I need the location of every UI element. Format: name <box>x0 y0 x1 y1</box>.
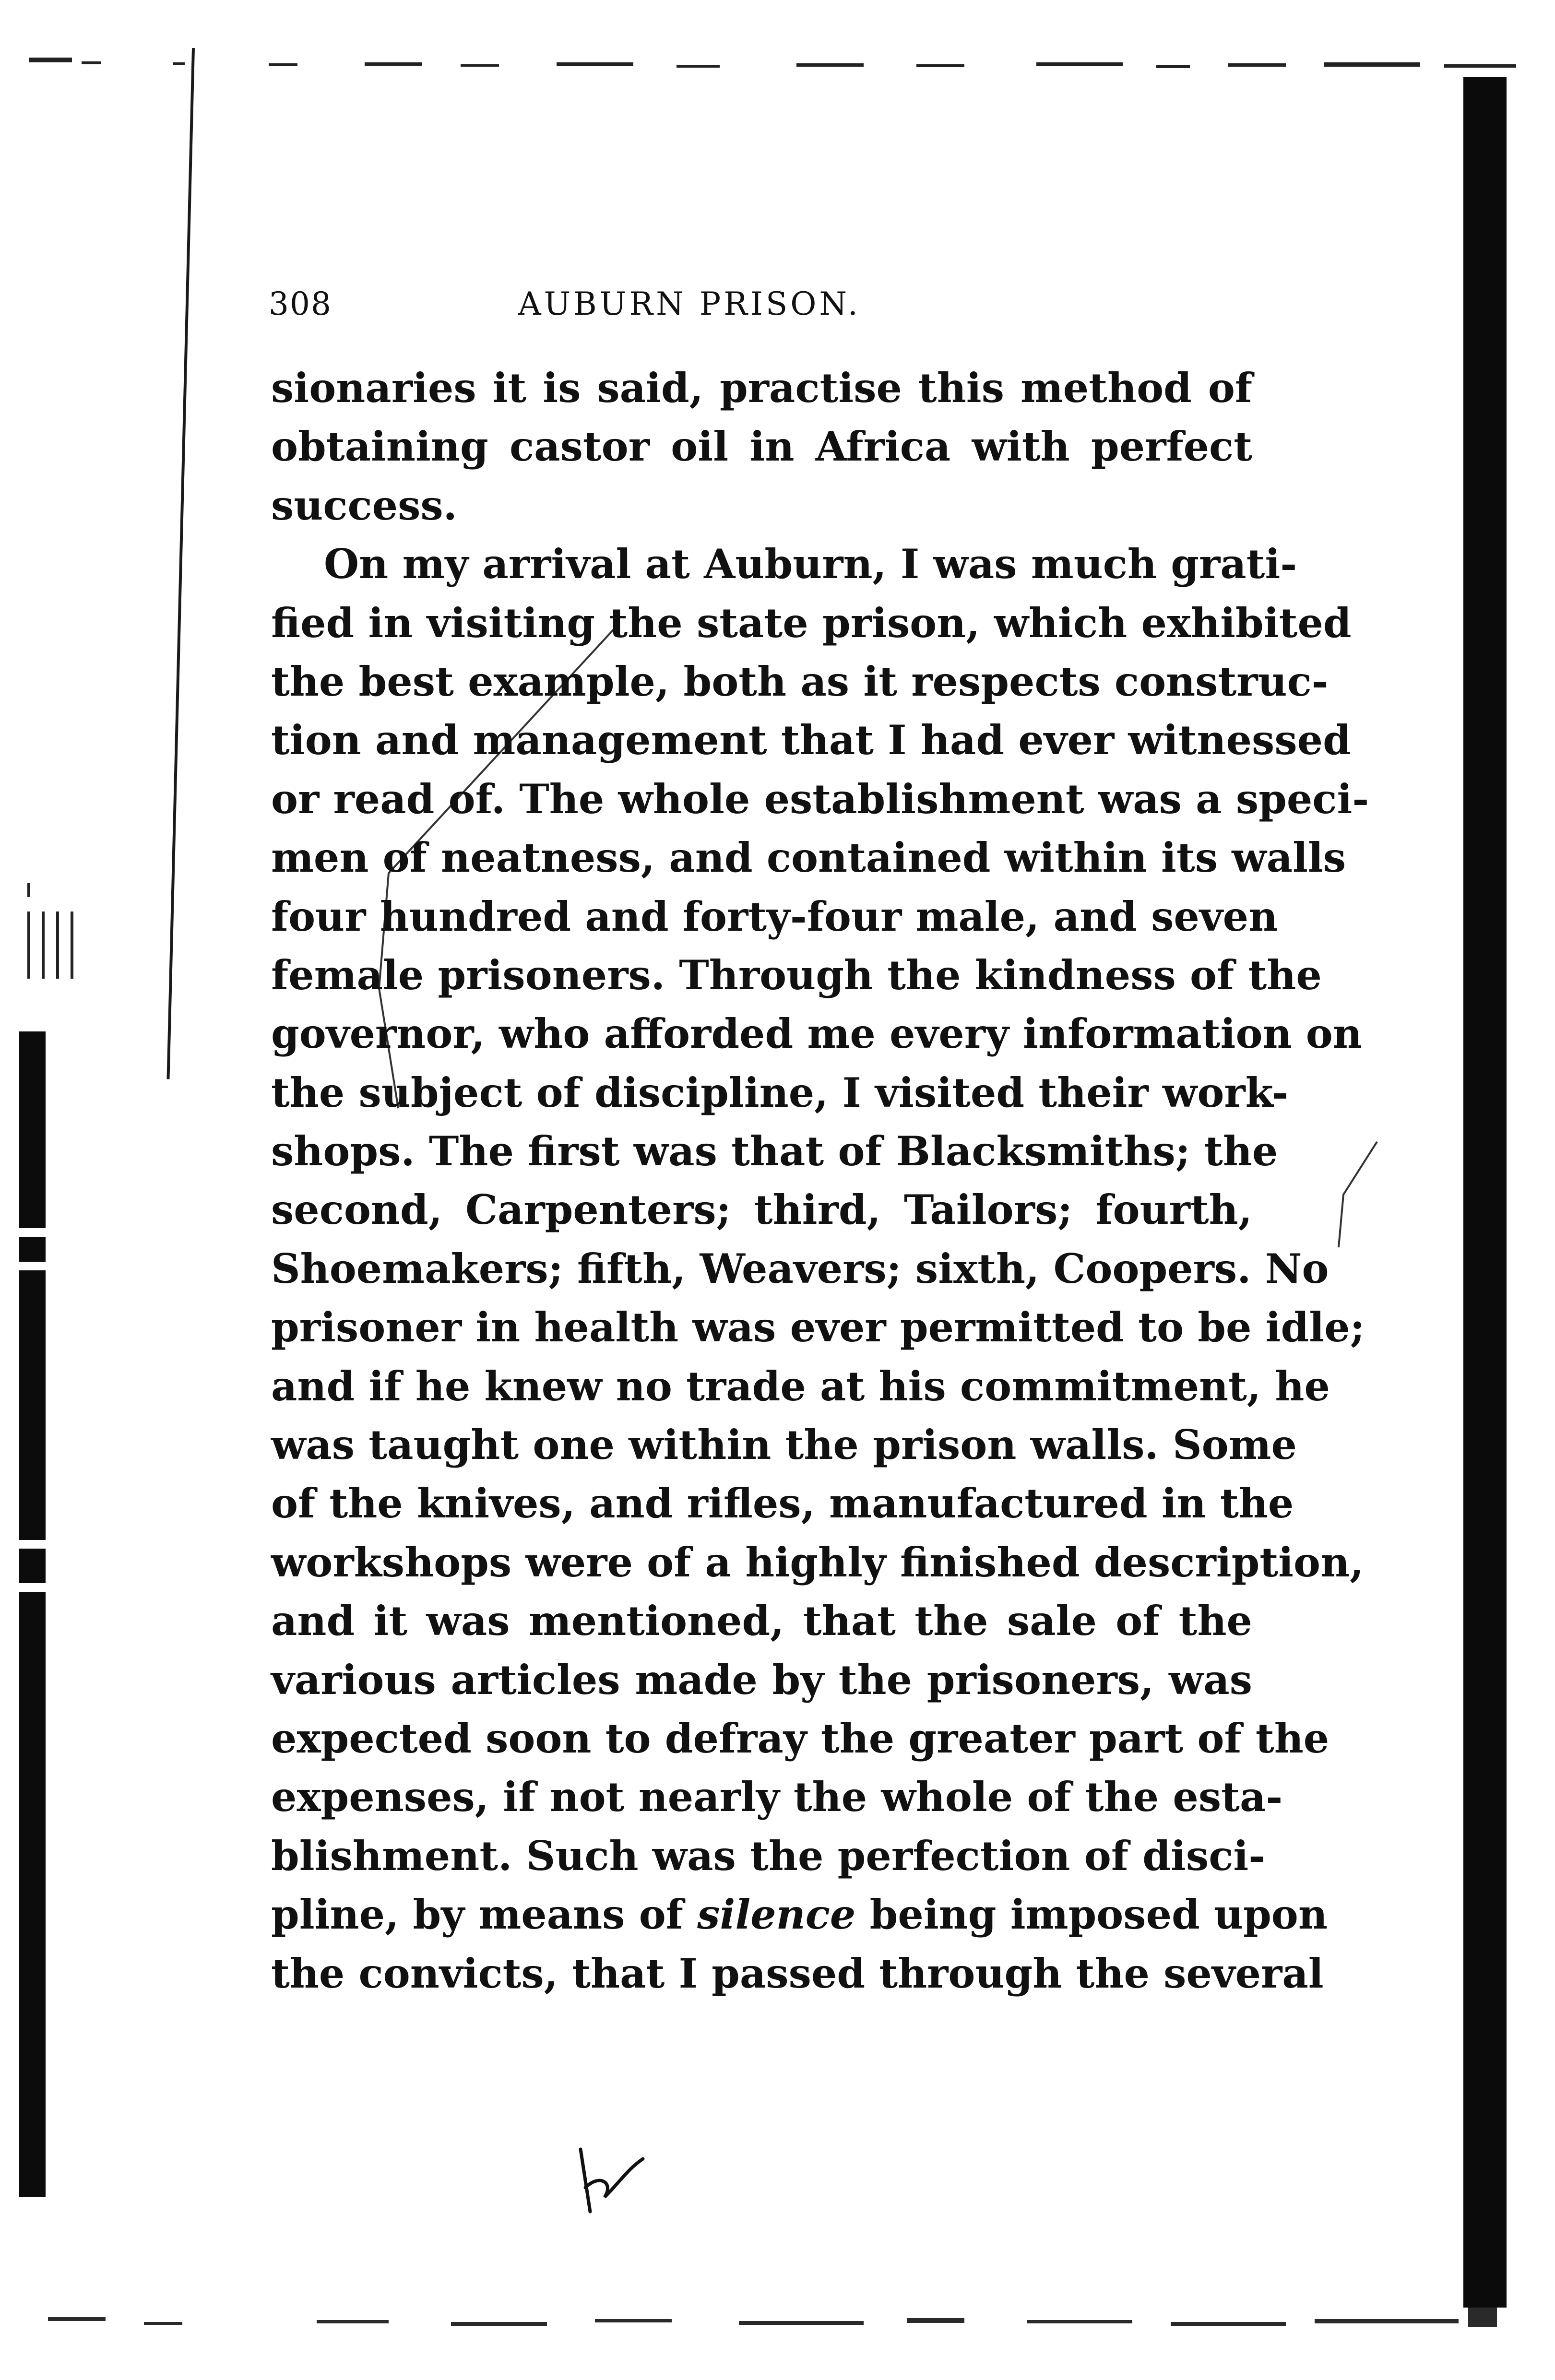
text-line: or read of. The whole establishment was a speci- <box>271 775 1369 823</box>
text-line: tion and management that I had ever witnessed <box>271 716 1351 764</box>
body-text <box>271 359 1369 2003</box>
text-line: prisoner in health was ever permitted to be idle; <box>271 1303 1365 1351</box>
text-line: blishment. Such was the perfection of disci- <box>271 1832 1266 1880</box>
binding-gap <box>19 1540 46 1549</box>
text-line: of the knives, and rifles, manufactured in the <box>271 1480 1294 1527</box>
right-page-edge <box>1463 77 1507 2308</box>
text-line: obtaining castor oil in Africa with perfect <box>271 423 1252 471</box>
binding-gap <box>19 1262 46 1270</box>
text-line: the subject of discipline, I visited their work- <box>271 1068 1289 1116</box>
text-line: female prisoners. Through the kindness of the <box>271 951 1322 999</box>
text-line: On my arrival at Auburn, I was much grati- <box>324 540 1297 588</box>
binding-gap <box>19 1228 46 1237</box>
text-line: expenses, if not nearly the whole of the esta- <box>271 1773 1283 1821</box>
text-line: and if he knew no trade at his commitment, he <box>271 1362 1330 1410</box>
text-line: various articles made by the prisoners, was <box>271 1656 1252 1704</box>
text-line: and it was mentioned, that the sale of the <box>271 1597 1252 1645</box>
text-line: the best example, both as it respects construc- <box>271 657 1329 705</box>
text-segment: being imposed upon <box>855 1891 1328 1939</box>
text-line: sionaries it is said, practise this method of <box>271 364 1252 412</box>
running-head: AUBURN PRISON. <box>518 285 861 322</box>
scan-noise-top <box>29 48 1535 82</box>
page-fold-line <box>166 48 195 1079</box>
text-line: the convicts, that I passed through the several <box>271 1949 1324 1997</box>
page-number: 308 <box>269 285 332 322</box>
text-line: men of neatness, and contained within its walls <box>271 834 1346 882</box>
edge-tick-marks <box>24 883 82 988</box>
binding-gap <box>19 1583 46 1592</box>
page-header <box>269 285 940 333</box>
binding-edge-shadow <box>19 1031 46 2197</box>
pencil-scribble <box>571 2140 648 2216</box>
text-line-with-italic <box>271 1885 1328 1944</box>
text-line: fied in visiting the state prison, which exhibited <box>271 599 1352 647</box>
text-line: four hundred and forty-four male, and seven <box>271 892 1278 940</box>
margin-pencil-mark <box>1324 1137 1382 1262</box>
text-line: was taught one within the prison walls. Some <box>271 1421 1297 1469</box>
text-segment: pline, by means of <box>271 1891 698 1939</box>
text-line: second, Carpenters; third, Tailors; fourth, <box>271 1186 1252 1234</box>
italic-word: silence <box>697 1891 856 1939</box>
text-line: governor, who afforded me every information on <box>271 1010 1362 1058</box>
text-line: workshops were of a highly finished description, <box>271 1538 1364 1586</box>
scan-noise-bottom <box>19 2288 1535 2346</box>
text-line: Shoemakers; fifth, Weavers; sixth, Coopers. No <box>271 1244 1329 1292</box>
text-line: shops. The first was that of Blacksmiths; the <box>271 1127 1278 1175</box>
text-line: success. <box>271 481 457 529</box>
text-line: expected soon to defray the greater part of the <box>271 1714 1329 1762</box>
